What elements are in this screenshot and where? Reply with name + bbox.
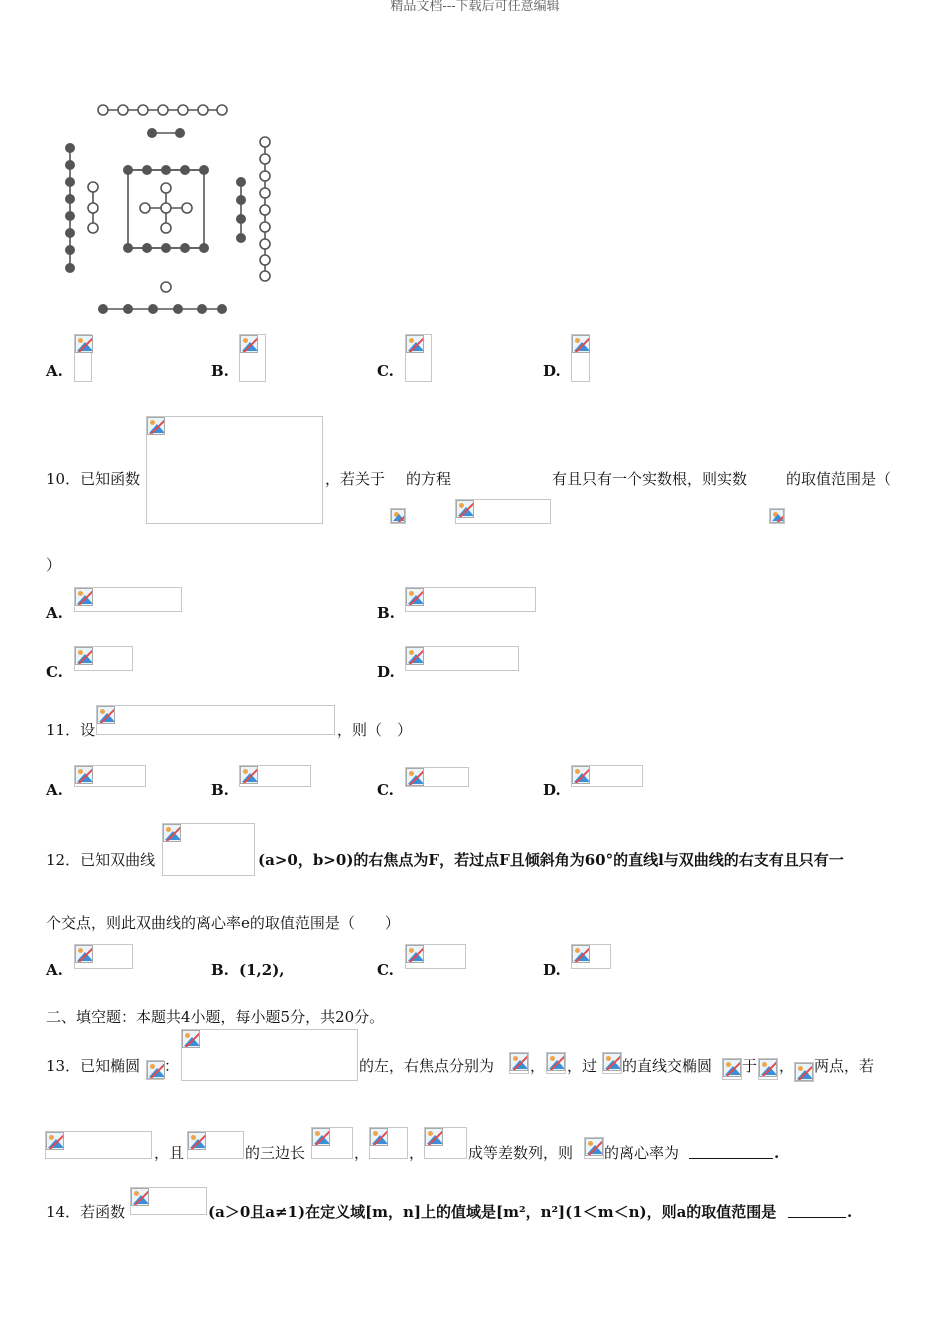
q12-option-c-label: C. xyxy=(377,961,394,979)
q11-expression-image xyxy=(96,705,335,735)
broken-image-icon xyxy=(795,1063,813,1081)
q10-var-image xyxy=(390,508,406,524)
q13-point-a-image xyxy=(758,1058,778,1080)
q13-ellipse-image xyxy=(181,1029,358,1081)
q11-option-c-image xyxy=(405,767,469,787)
q9-option-b-image xyxy=(239,334,266,382)
broken-image-icon xyxy=(131,1188,149,1206)
dot-pattern-figure xyxy=(40,95,290,325)
q14-function-image xyxy=(130,1187,207,1215)
q12-hyperbola-image xyxy=(162,823,255,876)
q13-text4: 两点，若 xyxy=(814,1057,875,1075)
q13-comma4: ， xyxy=(354,1144,370,1162)
q13-side1-image xyxy=(311,1127,353,1159)
q10-text2: 的方程 xyxy=(406,470,452,488)
q10-close: ） xyxy=(46,556,62,574)
q10-option-d-label: D. xyxy=(377,663,395,681)
broken-image-icon xyxy=(240,766,258,784)
broken-image-icon xyxy=(547,1053,565,1071)
broken-image-icon xyxy=(75,945,93,963)
q9-option-c-label: C. xyxy=(377,362,394,380)
q13-f2-image xyxy=(546,1052,566,1074)
broken-image-icon xyxy=(572,945,590,963)
broken-image-icon xyxy=(147,1061,165,1079)
q13-end: . xyxy=(774,1144,780,1162)
q9-option-a-label: A. xyxy=(46,362,63,380)
q12-option-a-image xyxy=(74,944,133,969)
broken-image-icon xyxy=(75,647,93,665)
q13-condition-image xyxy=(45,1131,152,1159)
q13-text5: ，且 xyxy=(154,1144,185,1162)
q13-ellipse-ref-image xyxy=(584,1137,604,1159)
q13-f1-image xyxy=(509,1052,529,1074)
broken-image-icon xyxy=(75,588,93,606)
q12-option-b-text: (1,2), xyxy=(239,961,285,979)
q13-number: 13．已知椭圆 xyxy=(46,1057,141,1075)
q12-option-a-label: A. xyxy=(46,961,63,979)
q11-option-a-image xyxy=(74,765,146,787)
q12-text2: 个交点，则此双曲线的离心率e的取值范围是（ ） xyxy=(46,914,400,932)
broken-image-icon xyxy=(723,1059,741,1077)
q13-f-image xyxy=(602,1052,622,1074)
broken-image-icon xyxy=(75,766,93,784)
q13-text2: 的直线交椭圆 xyxy=(622,1057,713,1075)
q13-text1: 的左，右焦点分别为 xyxy=(359,1057,495,1075)
broken-image-icon xyxy=(163,824,181,842)
q10-function-image xyxy=(146,416,323,524)
q13-comma1: ， xyxy=(530,1057,546,1075)
broken-image-icon xyxy=(312,1128,330,1146)
q13-c-image xyxy=(146,1060,164,1080)
q12-option-d-label: D. xyxy=(543,961,561,979)
broken-image-icon xyxy=(406,647,424,665)
broken-image-icon xyxy=(585,1138,603,1156)
q10-option-d-image xyxy=(405,646,519,671)
q13-comma5: ， xyxy=(409,1144,425,1162)
q13-text7: 成等差数列，则 xyxy=(468,1144,574,1162)
q13-side3-image xyxy=(424,1127,467,1159)
broken-image-icon xyxy=(182,1030,200,1048)
q11-option-d-image xyxy=(571,765,643,787)
q13-point-b-image xyxy=(794,1062,814,1082)
q11-option-b-image xyxy=(239,765,311,787)
q12-number: 12．已知双曲线 xyxy=(46,851,156,869)
q10-var-a-image xyxy=(769,508,785,524)
q9-option-d-label: D. xyxy=(543,362,561,380)
broken-image-icon xyxy=(603,1053,621,1071)
broken-image-icon xyxy=(370,1128,388,1146)
broken-image-icon xyxy=(75,335,93,353)
broken-image-icon xyxy=(406,588,424,606)
q12-option-d-image xyxy=(571,944,611,969)
q12-option-b-label: B. xyxy=(211,961,229,979)
q13-text6: 的三边长 xyxy=(245,1144,306,1162)
broken-image-icon xyxy=(572,766,590,784)
q11-option-b-label: B. xyxy=(211,781,229,799)
q13-comma2: ，过 xyxy=(567,1057,598,1075)
q14-answer-blank[interactable] xyxy=(788,1217,846,1218)
q13-colon: ： xyxy=(164,1057,180,1075)
page-header: 精品文档---下载后可任意编辑 xyxy=(390,0,560,14)
q9-option-b-label: B. xyxy=(211,362,229,380)
broken-image-icon xyxy=(391,509,405,523)
broken-image-icon xyxy=(406,945,424,963)
q10-option-c-image xyxy=(74,646,133,671)
q10-number: 10．已知函数 xyxy=(46,470,141,488)
broken-image-icon xyxy=(46,1132,64,1150)
q13-side2-image xyxy=(369,1127,408,1159)
broken-image-icon xyxy=(425,1128,443,1146)
broken-image-icon xyxy=(406,335,424,353)
q11-option-d-label: D. xyxy=(543,781,561,799)
q13-text3: 于 xyxy=(742,1057,758,1075)
q14-text1: (a＞0且a≠1)在定义域[m，n]上的值域是[m²，n²](1＜m＜n)，则a的取值范围是 xyxy=(208,1203,777,1221)
q14-number: 14．若函数 xyxy=(46,1203,126,1221)
q10-equation-image xyxy=(455,499,551,524)
broken-image-icon xyxy=(770,509,784,523)
q11-option-c-label: C. xyxy=(377,781,394,799)
q9-option-c-image xyxy=(405,334,432,382)
q12-option-c-image xyxy=(405,944,466,969)
q13-text8: 的离心率为 xyxy=(604,1144,680,1162)
q13-answer-blank[interactable] xyxy=(689,1158,773,1159)
q10-option-b-image xyxy=(405,587,536,612)
q10-option-a-image xyxy=(74,587,182,612)
broken-image-icon xyxy=(510,1053,528,1071)
q10-text1: ，若关于 xyxy=(325,470,386,488)
q10-text4: 的取值范围是（ xyxy=(786,470,892,488)
broken-image-icon xyxy=(456,500,474,518)
q10-text3: 有且只有一个实数根，则实数 xyxy=(552,470,748,488)
q10-option-c-label: C. xyxy=(46,663,63,681)
broken-image-icon xyxy=(240,335,258,353)
q13-comma3: ， xyxy=(779,1057,795,1075)
broken-image-icon xyxy=(97,706,115,724)
section-heading: 二、填空题：本题共4小题，每小题5分，共20分。 xyxy=(46,1008,385,1026)
q11-number: 11．设 xyxy=(46,721,96,739)
q10-option-b-label: B. xyxy=(377,604,395,622)
q12-text1: (a>0，b>0)的右焦点为F，若过点F且倾斜角为60°的直线l与双曲线的右支有且只有一 xyxy=(258,851,844,869)
broken-image-icon xyxy=(759,1059,777,1077)
broken-image-icon xyxy=(406,768,424,786)
q14-end: . xyxy=(847,1203,853,1221)
q11-option-a-label: A. xyxy=(46,781,63,799)
broken-image-icon xyxy=(188,1132,206,1150)
q11-text1: ，则（ ） xyxy=(337,721,413,739)
q13-triangle-image xyxy=(187,1131,244,1159)
q9-option-a-image xyxy=(74,334,92,382)
q9-option-d-image xyxy=(571,334,590,382)
q13-ellipse-c-image xyxy=(722,1058,742,1080)
q10-option-a-label: A. xyxy=(46,604,63,622)
broken-image-icon xyxy=(572,335,590,353)
broken-image-icon xyxy=(147,417,165,435)
